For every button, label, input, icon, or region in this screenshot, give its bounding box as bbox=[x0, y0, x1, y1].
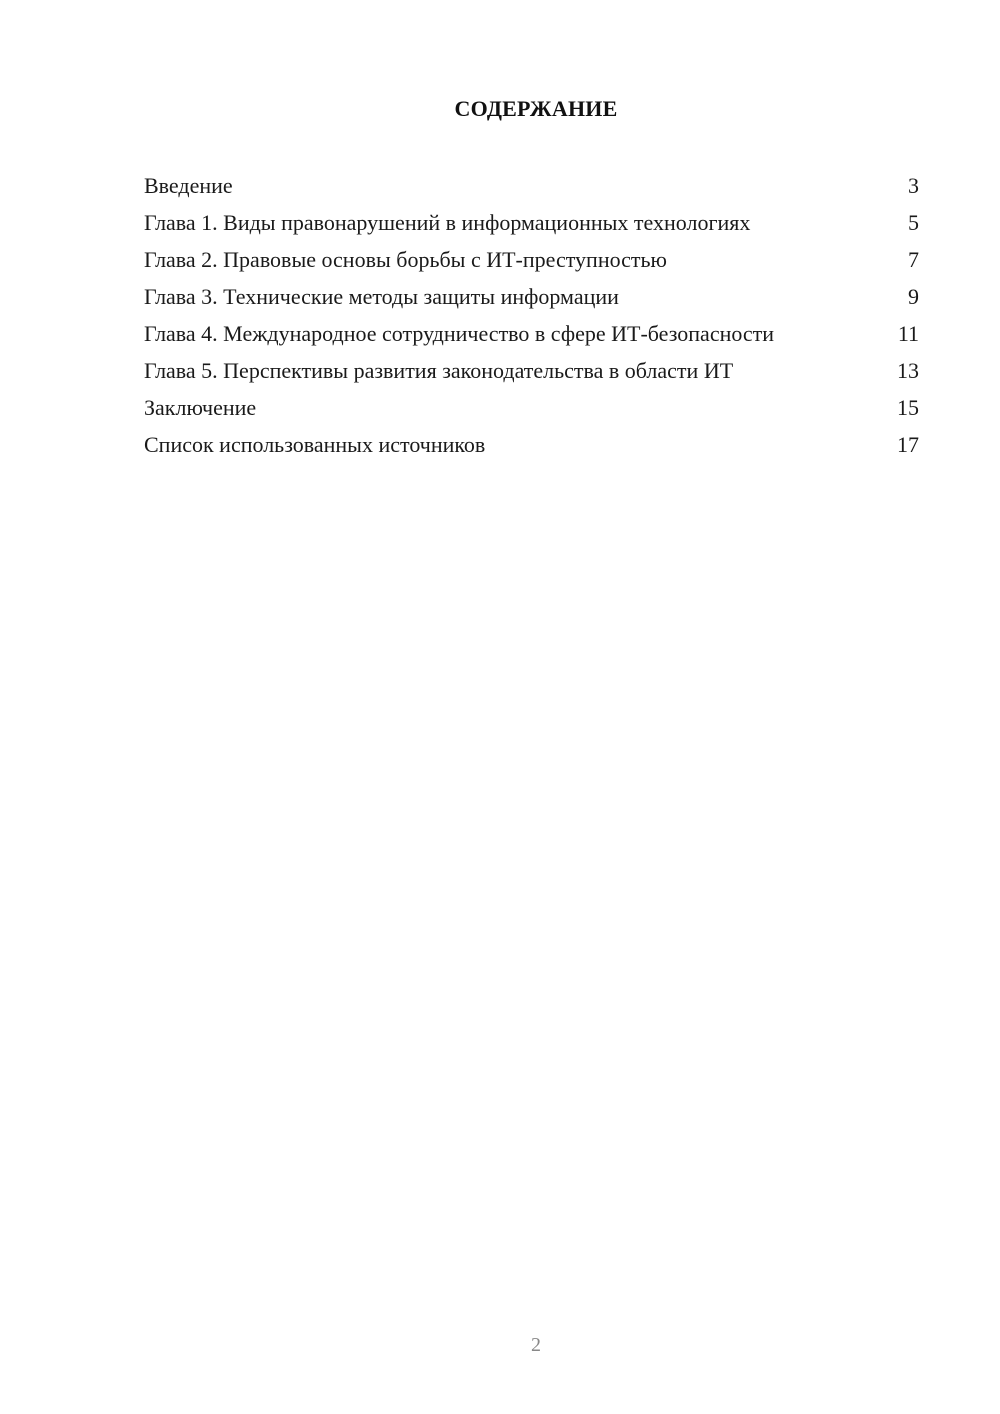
toc-entry-page: 5 bbox=[908, 210, 919, 235]
toc-entry bbox=[144, 431, 919, 458]
toc-entry-page: 17 bbox=[897, 432, 919, 457]
toc-entry-text: Глава 3. Технические методы защиты информации bbox=[144, 284, 619, 309]
toc-entry-text: Глава 4. Международное сотрудничество в сфере ИТ-безопасности bbox=[144, 321, 775, 346]
toc-entry-page: 3 bbox=[908, 173, 919, 198]
toc-entry bbox=[144, 209, 919, 236]
toc-entry bbox=[144, 394, 919, 421]
toc-entry-text: Заключение bbox=[144, 395, 257, 420]
toc-entry-page: 7 bbox=[908, 247, 919, 272]
toc-entry-text: Глава 1. Виды правонарушений в информационных технологиях bbox=[144, 210, 751, 235]
toc-entry-text: Список использованных источников bbox=[144, 432, 486, 457]
table-of-contents bbox=[144, 172, 919, 468]
toc-entry-text: Введение bbox=[144, 173, 233, 198]
page-title: СОДЕРЖАНИЕ bbox=[454, 96, 618, 121]
toc-entry bbox=[144, 246, 919, 273]
toc-entry bbox=[144, 320, 919, 347]
toc-entry bbox=[144, 357, 919, 384]
toc-entry-page: 13 bbox=[897, 358, 919, 383]
toc-entry-text: Глава 5. Перспективы развития законодательства в области ИТ bbox=[144, 358, 734, 383]
toc-entry-page: 15 bbox=[897, 395, 919, 420]
toc-entry bbox=[144, 283, 919, 310]
toc-entry-page: 9 bbox=[908, 284, 919, 309]
toc-entry bbox=[144, 172, 919, 199]
toc-entry-text: Глава 2. Правовые основы борьбы с ИТ-преступностью bbox=[144, 247, 667, 272]
page-number: 2 bbox=[531, 1334, 541, 1356]
toc-entry-page: 11 bbox=[897, 321, 919, 346]
